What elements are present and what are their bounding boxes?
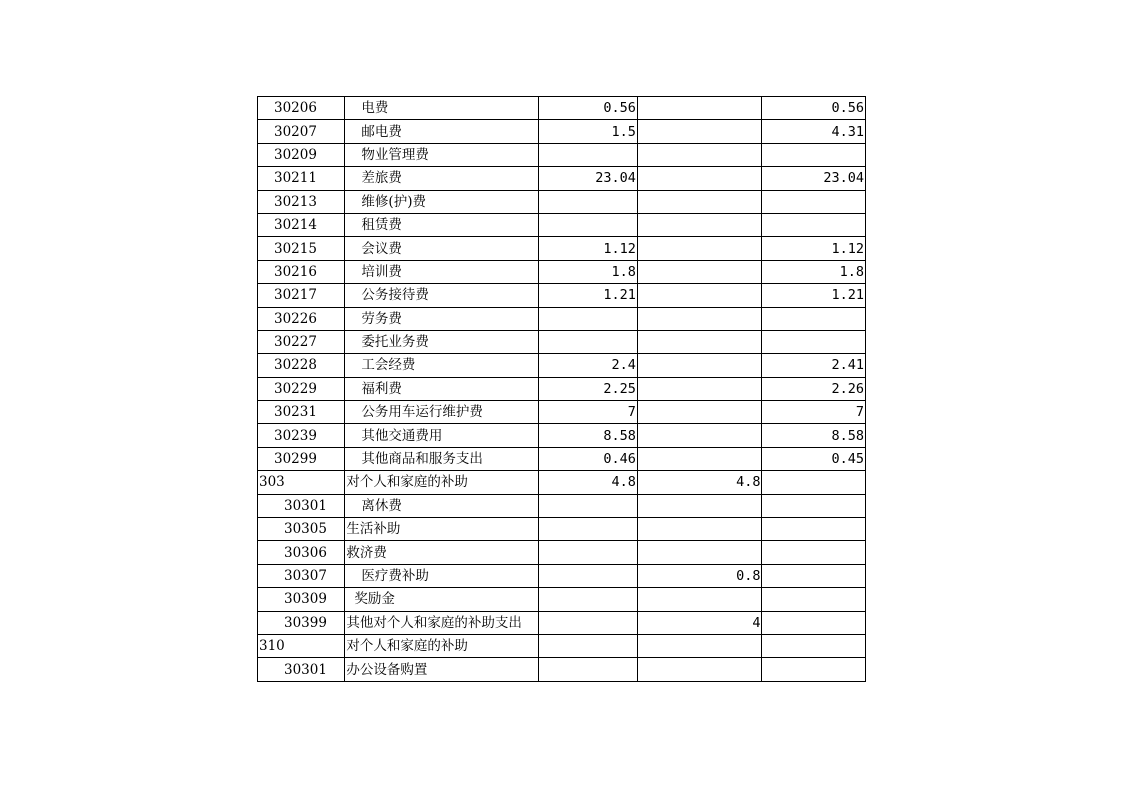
code-cell: 30207 <box>258 120 345 143</box>
amount-c-cell <box>762 494 866 517</box>
code-cell: 30213 <box>258 190 345 213</box>
table-row <box>258 213 866 236</box>
amount-c-cell: 23.04 <box>762 167 866 190</box>
amount-a-cell: 4.8 <box>539 471 637 494</box>
name-cell: 奖励金 <box>345 588 539 611</box>
table-row <box>258 634 866 657</box>
name-cell: 维修(护)费 <box>345 190 539 213</box>
amount-c-cell <box>762 611 866 634</box>
table-row <box>258 307 866 330</box>
code-cell: 30239 <box>258 424 345 447</box>
code-cell: 30305 <box>258 518 345 541</box>
table-row <box>258 167 866 190</box>
table-row <box>258 97 866 120</box>
table-row <box>258 564 866 587</box>
name-cell: 救济费 <box>345 541 539 564</box>
amount-a-cell <box>539 611 637 634</box>
amount-c-cell: 0.45 <box>762 447 866 470</box>
amount-a-cell: 1.8 <box>539 260 637 283</box>
amount-c-cell <box>762 564 866 587</box>
budget-table-body <box>258 97 866 682</box>
amount-c-cell <box>762 143 866 166</box>
amount-a-cell <box>539 143 637 166</box>
name-cell: 其他商品和服务支出 <box>345 447 539 470</box>
name-cell: 办公设备购置 <box>345 658 539 681</box>
amount-b-cell <box>637 97 762 120</box>
code-cell: 30226 <box>258 307 345 330</box>
code-cell: 30399 <box>258 611 345 634</box>
amount-c-cell <box>762 518 866 541</box>
table-row <box>258 190 866 213</box>
code-cell: 30229 <box>258 377 345 400</box>
amount-a-cell: 0.56 <box>539 97 637 120</box>
code-cell: 30216 <box>258 260 345 283</box>
amount-a-cell <box>539 518 637 541</box>
amount-c-cell: 2.41 <box>762 354 866 377</box>
code-cell: 30301 <box>258 658 345 681</box>
code-cell: 30209 <box>258 143 345 166</box>
amount-a-cell: 0.46 <box>539 447 637 470</box>
name-cell: 对个人和家庭的补助 <box>345 634 539 657</box>
name-cell: 离休费 <box>345 494 539 517</box>
name-cell: 其他交通费用 <box>345 424 539 447</box>
amount-a-cell: 2.25 <box>539 377 637 400</box>
amount-c-cell: 4.31 <box>762 120 866 143</box>
name-cell: 公务接待费 <box>345 284 539 307</box>
table-row <box>258 658 866 681</box>
code-cell: 30217 <box>258 284 345 307</box>
amount-a-cell <box>539 634 637 657</box>
amount-a-cell: 2.4 <box>539 354 637 377</box>
table-row <box>258 284 866 307</box>
code-cell: 30215 <box>258 237 345 260</box>
amount-a-cell <box>539 588 637 611</box>
name-cell: 电费 <box>345 97 539 120</box>
amount-c-cell <box>762 541 866 564</box>
table-row <box>258 447 866 470</box>
code-cell: 30228 <box>258 354 345 377</box>
code-cell: 303 <box>258 471 345 494</box>
amount-c-cell: 2.26 <box>762 377 866 400</box>
code-cell: 30307 <box>258 564 345 587</box>
amount-a-cell <box>539 564 637 587</box>
amount-a-cell: 23.04 <box>539 167 637 190</box>
table-row <box>258 494 866 517</box>
table-row <box>258 377 866 400</box>
amount-b-cell <box>637 190 762 213</box>
name-cell: 公务用车运行维护费 <box>345 401 539 424</box>
amount-b-cell <box>637 518 762 541</box>
amount-b-cell <box>637 354 762 377</box>
code-cell: 30214 <box>258 213 345 236</box>
table-row <box>258 471 866 494</box>
amount-a-cell <box>539 494 637 517</box>
amount-b-cell <box>637 494 762 517</box>
amount-c-cell: 7 <box>762 401 866 424</box>
amount-b-cell <box>637 447 762 470</box>
name-cell: 培训费 <box>345 260 539 283</box>
name-cell: 其他对个人和家庭的补助支出 <box>345 611 539 634</box>
table-row <box>258 588 866 611</box>
amount-a-cell <box>539 330 637 353</box>
amount-a-cell: 8.58 <box>539 424 637 447</box>
amount-b-cell: 4.8 <box>637 471 762 494</box>
amount-c-cell <box>762 330 866 353</box>
amount-a-cell <box>539 541 637 564</box>
amount-a-cell <box>539 190 637 213</box>
amount-c-cell <box>762 471 866 494</box>
name-cell: 劳务费 <box>345 307 539 330</box>
code-cell: 30231 <box>258 401 345 424</box>
table-row <box>258 260 866 283</box>
amount-c-cell: 1.21 <box>762 284 866 307</box>
amount-b-cell <box>637 377 762 400</box>
amount-b-cell <box>637 541 762 564</box>
table-row <box>258 401 866 424</box>
amount-b-cell <box>637 401 762 424</box>
amount-c-cell <box>762 190 866 213</box>
amount-c-cell: 8.58 <box>762 424 866 447</box>
amount-b-cell <box>637 120 762 143</box>
table-row <box>258 424 866 447</box>
code-cell: 310 <box>258 634 345 657</box>
amount-b-cell <box>637 330 762 353</box>
table-row <box>258 611 866 634</box>
table-row <box>258 541 866 564</box>
name-cell: 福利费 <box>345 377 539 400</box>
amount-b-cell <box>637 284 762 307</box>
name-cell: 对个人和家庭的补助 <box>345 471 539 494</box>
amount-a-cell <box>539 658 637 681</box>
amount-c-cell: 1.8 <box>762 260 866 283</box>
table-row <box>258 143 866 166</box>
code-cell: 30301 <box>258 494 345 517</box>
name-cell: 租赁费 <box>345 213 539 236</box>
amount-a-cell: 1.5 <box>539 120 637 143</box>
amount-a-cell: 1.21 <box>539 284 637 307</box>
name-cell: 生活补助 <box>345 518 539 541</box>
code-cell: 30211 <box>258 167 345 190</box>
code-cell: 30299 <box>258 447 345 470</box>
amount-b-cell <box>637 424 762 447</box>
table-row <box>258 518 866 541</box>
amount-a-cell <box>539 307 637 330</box>
code-cell: 30306 <box>258 541 345 564</box>
amount-b-cell <box>637 237 762 260</box>
amount-c-cell <box>762 634 866 657</box>
amount-c-cell <box>762 658 866 681</box>
amount-b-cell <box>637 260 762 283</box>
amount-b-cell <box>637 307 762 330</box>
code-cell: 30309 <box>258 588 345 611</box>
name-cell: 邮电费 <box>345 120 539 143</box>
amount-b-cell <box>637 658 762 681</box>
amount-b-cell <box>637 143 762 166</box>
amount-a-cell: 7 <box>539 401 637 424</box>
amount-c-cell <box>762 307 866 330</box>
name-cell: 物业管理费 <box>345 143 539 166</box>
amount-a-cell <box>539 213 637 236</box>
amount-c-cell: 1.12 <box>762 237 866 260</box>
table-row <box>258 354 866 377</box>
amount-a-cell: 1.12 <box>539 237 637 260</box>
table-row <box>258 330 866 353</box>
name-cell: 委托业务费 <box>345 330 539 353</box>
name-cell: 差旅费 <box>345 167 539 190</box>
budget-table <box>257 96 866 682</box>
amount-c-cell <box>762 213 866 236</box>
amount-b-cell: 4 <box>637 611 762 634</box>
amount-b-cell <box>637 634 762 657</box>
code-cell: 30227 <box>258 330 345 353</box>
name-cell: 会议费 <box>345 237 539 260</box>
amount-b-cell <box>637 167 762 190</box>
code-cell: 30206 <box>258 97 345 120</box>
table-row <box>258 237 866 260</box>
amount-b-cell <box>637 588 762 611</box>
name-cell: 医疗费补助 <box>345 564 539 587</box>
amount-c-cell <box>762 588 866 611</box>
name-cell: 工会经费 <box>345 354 539 377</box>
amount-b-cell: 0.8 <box>637 564 762 587</box>
amount-b-cell <box>637 213 762 236</box>
amount-c-cell: 0.56 <box>762 97 866 120</box>
table-row <box>258 120 866 143</box>
